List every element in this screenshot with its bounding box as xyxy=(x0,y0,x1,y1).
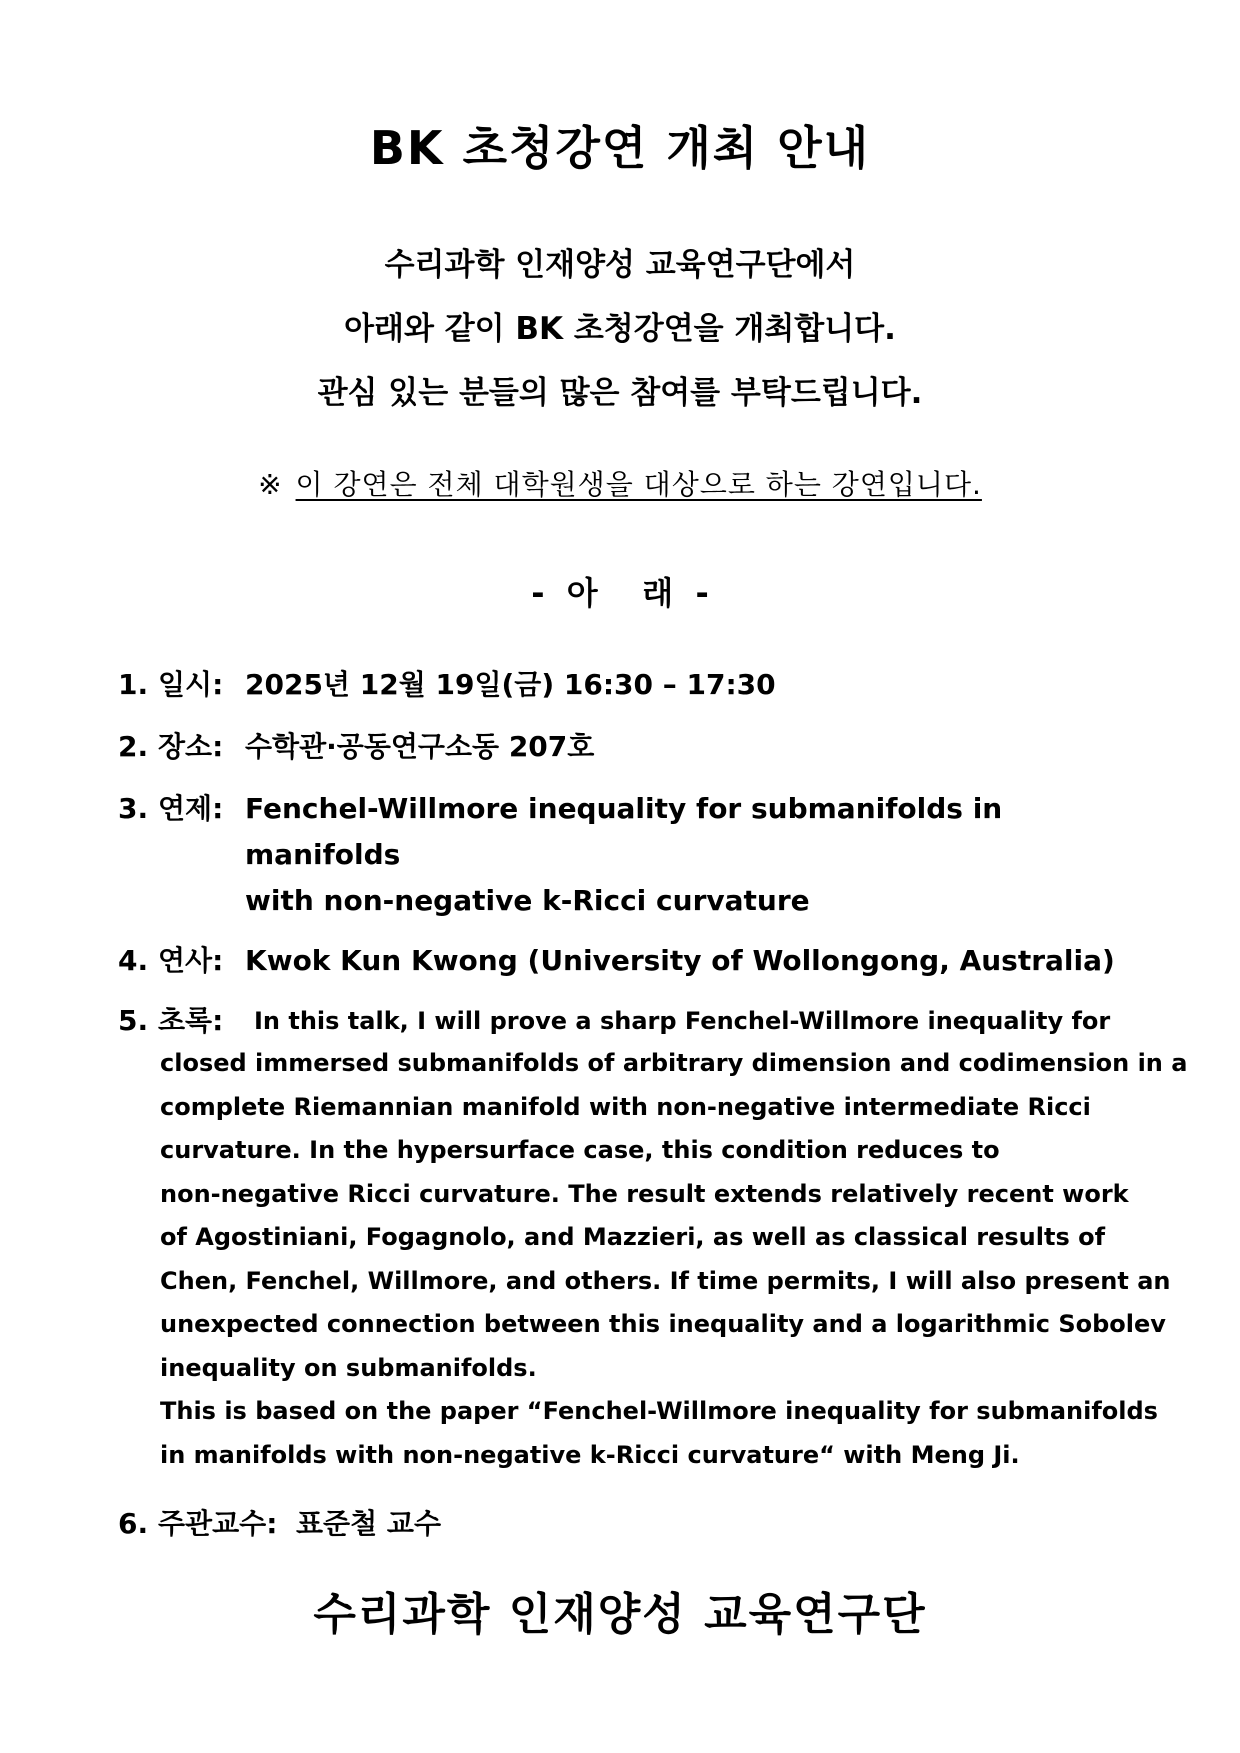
intro-line: 수리과학 인재양성 교육연구단에서 xyxy=(384,247,856,283)
intro-line: 관심 있는 분들의 많은 참여를 부탁드립니다. xyxy=(317,375,923,411)
detail-abstract xyxy=(118,998,1188,1477)
abstract-line: In this talk, I will prove a sharp Fenchel-Willmore inequality for xyxy=(254,1007,1111,1035)
item-number: 3. xyxy=(118,792,149,825)
abstract-line: of Agostiniani, Fogagnolo, and Mazzieri, as well as classical results of xyxy=(160,1223,1106,1251)
notice xyxy=(0,463,1240,503)
detail-topic xyxy=(118,786,1128,924)
abstract-line: closed immersed submanifolds of arbitrary dimension and codimension in a xyxy=(160,1049,1188,1077)
reference-mark: ※ xyxy=(258,468,282,501)
host-value: 표준철 교수 xyxy=(296,1507,441,1540)
notice-text: 이 강연은 전체 대학원생을 대상으로 하는 강연입니다. xyxy=(295,468,982,501)
section-heading-below: - 아 래 - xyxy=(531,574,709,612)
detail-location xyxy=(118,724,1128,770)
item-number: 6. xyxy=(118,1507,149,1540)
abstract-line: curvature. In the hypersurface case, this condition reduces to xyxy=(160,1136,1000,1164)
abstract-line: This is based on the paper “Fenchel-Willmore inequality for submanifolds xyxy=(160,1397,1158,1425)
item-number: 1. xyxy=(118,668,149,701)
topic-value xyxy=(245,786,1128,924)
topic-line: with non-negative k-Ricci curvature xyxy=(245,884,810,917)
abstract-line: in manifolds with non-negative k-Ricci curvature“ with Meng Ji. xyxy=(160,1440,1020,1469)
abstract-line: complete Riemannian manifold with non-negative intermediate Ricci xyxy=(160,1092,1091,1121)
location-value: 수학관·공동연구소동 207호 xyxy=(245,730,595,763)
intro-paragraph xyxy=(0,233,1240,425)
abstract-line: non-negative Ricci curvature. The result extends relatively recent work xyxy=(160,1179,1129,1208)
abstract-line: inequality on submanifolds. xyxy=(160,1353,537,1382)
item-number: 5. xyxy=(118,1004,149,1037)
topic-line: Fenchel-Willmore inequality for submanifolds in manifolds xyxy=(245,792,1003,871)
organization-footer: 수리과학 인재양성 교육연구단 xyxy=(313,1589,927,1640)
details-list xyxy=(118,662,1188,1547)
item-label: 일시: xyxy=(158,668,224,701)
abstract-line: unexpected connection between this inequality and a logarithmic Sobolev xyxy=(160,1310,1166,1338)
item-number: 2. xyxy=(118,730,149,763)
detail-speaker xyxy=(118,938,1128,984)
item-label: 연제: xyxy=(158,792,224,825)
abstract-body xyxy=(160,998,1188,1477)
item-label: 주관교수: xyxy=(158,1507,278,1540)
detail-host xyxy=(118,1501,1128,1547)
intro-line: 아래와 같이 BK 초청강연을 개최합니다. xyxy=(344,311,896,347)
abstract-line: Chen, Fenchel, Willmore, and others. If time permits, I will also present an xyxy=(160,1266,1171,1295)
item-label: 초록: xyxy=(158,1004,224,1037)
item-label: 장소: xyxy=(158,730,224,763)
datetime-value: 2025년 12월 19일(금) 16:30 – 17:30 xyxy=(245,668,776,701)
item-number: 4. xyxy=(118,944,149,977)
item-label: 연사: xyxy=(158,944,224,977)
speaker-value: Kwok Kun Kwong (University of Wollongong, Australia) xyxy=(245,944,1115,977)
document-title: BK 초청강연 개최 안내 xyxy=(369,121,871,175)
detail-datetime xyxy=(118,662,1128,708)
